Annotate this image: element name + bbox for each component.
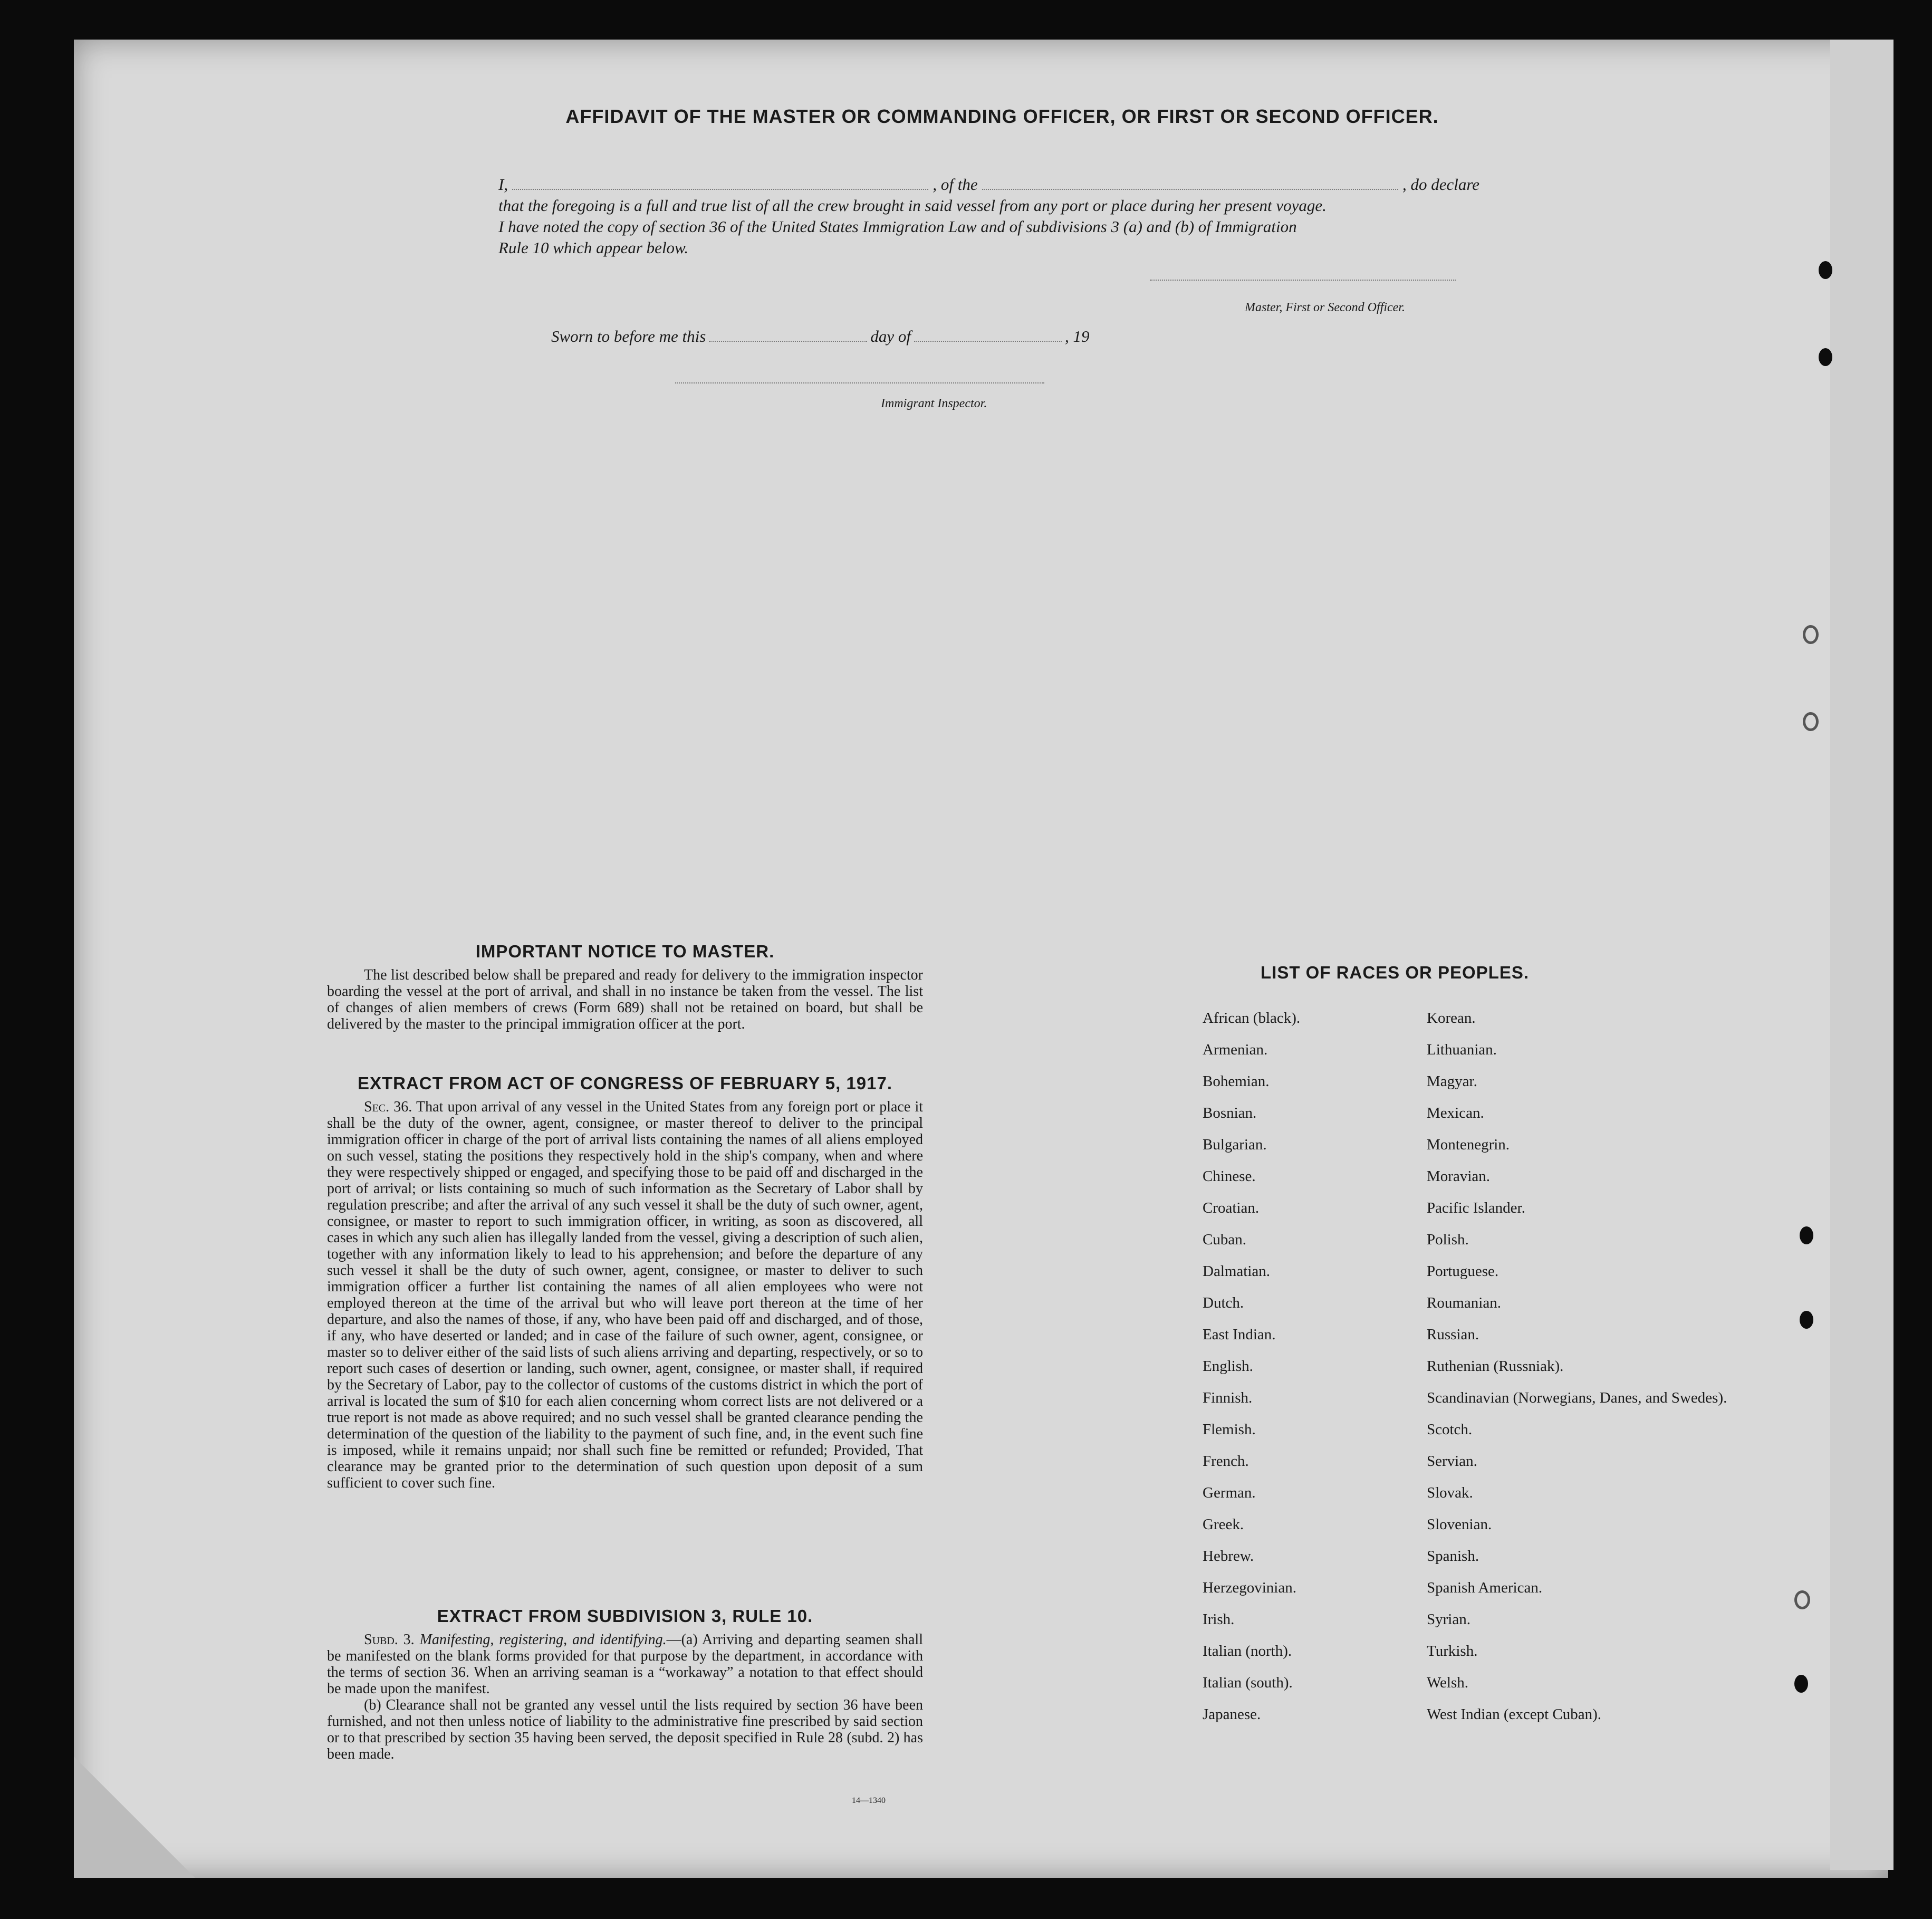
folded-corner (74, 1757, 195, 1878)
race-item: Moravian. (1427, 1168, 1490, 1185)
race-item: Herzegovinian. (1203, 1579, 1296, 1596)
race-item: Turkish. (1427, 1643, 1478, 1659)
race-item: Dalmatian. (1203, 1263, 1271, 1280)
sworn-statement (551, 327, 1089, 346)
inspector-label: Immigrant Inspector. (881, 397, 987, 410)
notice-text: The list described below shall be prepared and ready for delivery to the immigration inspector boarding the vessel at the port of arrival, and shall in no instance be taken from the vessel. The list of changes of alien members of crews (Form 689) shall not be retained on board, but shall be delivered by the master to the principal immigration officer at the port. (327, 967, 923, 1032)
race-item: Polish. (1427, 1231, 1469, 1248)
race-item: Slovak. (1427, 1484, 1473, 1501)
act-body: That upon arrival of any vessel in the United States from any foreign port or place it shall be the duty of the owner, agent, consignee, or master thereof to deliver to the principal immigration officer in charge of the port of arrival lists containing the names of all aliens employed on such vessel, stating the positions they respectively hold in the ship's company, when and where they were respectively shipped or engaged, and specifying those to be paid off and discharged in the port of arrival; or lists containing so much of such information as the Secretary of Labor shall by regulation prescribe; and after the arrival of any such vessel it shall be the duty of such owner, agent, consignee, or master to report to such immigration officer, in writing, as soon as discovered, all cases in which any such alien has illegally landed from the vessel, giving a description of such alien, together with any information likely to lead to his apprehension; and before the departure of any such vessel it shall be the duty of such owner, agent, consignee, or master to deliver to such immigration officer a further list containing the names of all alien employees who were not employed thereon at the time of the arrival but who will leave port thereon at the time of her departure, and also the names of those, if any, who have been paid off and discharged, and of those, if any, who have deserted or landed; and in case of the failure of such owner, agent, consignee, or master so to deliver either of the said lists of such aliens arriving and departing, respectively, or so to report such cases of desertion or landing, such owner, agent, consignee, or master shall, if required by the Secretary of Labor, pay to the collector of customs of the customs district in which the port of arrival is located the sum of $10 for each alien concerning whom correct lists are not delivered or a true report is not made as above required; and no such vessel shall be granted clearance pending the determination of the question of the liability to the payment of such fine, and, in the event such fine is imposed, while it remains unpaid; nor shall such fine be remitted or refunded; Provided, That clearance may be granted prior to the determination of such question upon deposit of a sum sufficient to cover such fine. (327, 1099, 923, 1491)
signature-label: Master, First or Second Officer. (1245, 301, 1405, 314)
binder-hole (1794, 1675, 1808, 1693)
race-item: Bulgarian. (1203, 1136, 1267, 1153)
race-item: Korean. (1427, 1010, 1476, 1026)
race-item: Mexican. (1427, 1105, 1484, 1121)
affidavit-line (498, 174, 1479, 195)
sworn-text-part: day of (870, 327, 911, 346)
sworn-text-part: Sworn to before me this (551, 327, 706, 346)
race-item: Roumanian. (1427, 1294, 1501, 1311)
affidavit-line: I have noted the copy of section 36 of the United States Immigration Law and of subdivisions 3 (a) and (b) of Immigration (498, 217, 1297, 236)
rule-section (327, 1606, 923, 1762)
affidavit-text (498, 174, 1479, 258)
races-list-left (1203, 1010, 1300, 1738)
race-item: Croatian. (1203, 1200, 1260, 1216)
races-title: LIST OF RACES OR PEOPLES. (1261, 963, 1530, 982)
subdivision-heading: Manifesting, registering, and identifying. (419, 1632, 667, 1648)
binder-hole (1819, 348, 1832, 366)
race-item: Japanese. (1203, 1706, 1261, 1723)
races-list-right (1427, 1010, 1727, 1738)
sworn-text-part: , 19 (1064, 327, 1090, 346)
notice-title: IMPORTANT NOTICE TO MASTER. (475, 942, 775, 961)
race-item: East Indian. (1203, 1326, 1276, 1343)
binder-hole (1800, 1311, 1813, 1329)
binder-hole (1794, 1590, 1810, 1609)
rule-text-a (327, 1632, 923, 1697)
race-item: African (black). (1203, 1010, 1301, 1026)
binder-hole (1803, 712, 1819, 731)
inspector-signature-line (675, 382, 1044, 383)
race-item: Syrian. (1427, 1611, 1470, 1628)
race-item: Italian (north). (1203, 1643, 1292, 1659)
race-item: Flemish. (1203, 1421, 1256, 1438)
race-item: English. (1203, 1358, 1253, 1375)
blank-field (512, 174, 928, 190)
race-item: Finnish. (1203, 1389, 1253, 1406)
race-item: Bosnian. (1203, 1105, 1257, 1121)
race-item: German. (1203, 1484, 1256, 1501)
page-edge (1830, 40, 1893, 1870)
form-number: 14—1340 (852, 1796, 886, 1805)
section-label: Sec. 36. (364, 1099, 412, 1115)
race-item: Irish. (1203, 1611, 1235, 1628)
affidavit-text-part: , of the (933, 175, 978, 194)
binder-hole (1803, 625, 1819, 644)
race-item: West Indian (except Cuban). (1427, 1706, 1602, 1723)
affidavit-line: that the foregoing is a full and true list of all the crew brought in said vessel from any port or place during her present voyage. (498, 196, 1327, 215)
affidavit-text-part: I, (498, 175, 508, 194)
act-title: EXTRACT FROM ACT OF CONGRESS OF FEBRUARY 5, 1917. (357, 1073, 893, 1093)
race-item: Armenian. (1203, 1041, 1268, 1058)
binder-hole (1819, 261, 1832, 279)
race-item: Servian. (1427, 1453, 1477, 1470)
race-item: Cuban. (1203, 1231, 1246, 1248)
race-item: Scotch. (1427, 1421, 1473, 1438)
act-section (327, 1073, 923, 1491)
race-item: Lithuanian. (1427, 1041, 1497, 1058)
blank-field (709, 341, 867, 342)
race-item: Pacific Islander. (1427, 1200, 1525, 1216)
affidavit-text-part: , do declare (1402, 175, 1480, 194)
race-item: Spanish American. (1427, 1579, 1543, 1596)
affidavit-line: Rule 10 which appear below. (498, 238, 689, 257)
signature-line (1150, 280, 1456, 281)
race-item: Italian (south). (1203, 1674, 1293, 1691)
race-item: Russian. (1427, 1326, 1479, 1343)
blank-field (914, 341, 1062, 342)
blank-field (982, 174, 1398, 190)
race-item: Greek. (1203, 1516, 1244, 1533)
rule-body-a: —(a) Arriving and departing seamen shall be manifested on the blank forms provided for that purpose by the department, in accordance with the terms of section 36. When an arriving seaman is a “workaway” a notation to that effect should be made upon the manifest. (327, 1632, 923, 1697)
race-item: Ruthenian (Russniak). (1427, 1358, 1564, 1375)
race-item: Spanish. (1427, 1548, 1479, 1565)
race-item: Magyar. (1427, 1073, 1477, 1090)
rule-text-b: (b) Clearance shall not be granted any vessel until the lists required by section 36 have been furnished, and not then unless notice of liability to the administrative fine prescribed by said section or to that prescribed by section 35 having been served, the deposit specified in Rule 28 (subd. 2) has been made. (327, 1697, 923, 1762)
race-item: Chinese. (1203, 1168, 1256, 1185)
notice-section (327, 942, 923, 1032)
subdivision-label: Subd. 3. (364, 1632, 415, 1648)
affidavit-title: AFFIDAVIT OF THE MASTER OR COMMANDING OFFICER, OR FIRST OR SECOND OFFICER. (565, 105, 1439, 127)
binder-hole (1800, 1226, 1813, 1244)
race-item: French. (1203, 1453, 1249, 1470)
race-item: Scandinavian (Norwegians, Danes, and Swedes). (1427, 1389, 1727, 1406)
race-item: Hebrew. (1203, 1548, 1254, 1565)
race-item: Slovenian. (1427, 1516, 1492, 1533)
rule-title: EXTRACT FROM SUBDIVISION 3, RULE 10. (437, 1606, 813, 1626)
race-item: Montenegrin. (1427, 1136, 1510, 1153)
race-item: Welsh. (1427, 1674, 1469, 1691)
race-item: Portuguese. (1427, 1263, 1499, 1280)
act-text (327, 1099, 923, 1491)
race-item: Bohemian. (1203, 1073, 1270, 1090)
race-item: Dutch. (1203, 1294, 1244, 1311)
